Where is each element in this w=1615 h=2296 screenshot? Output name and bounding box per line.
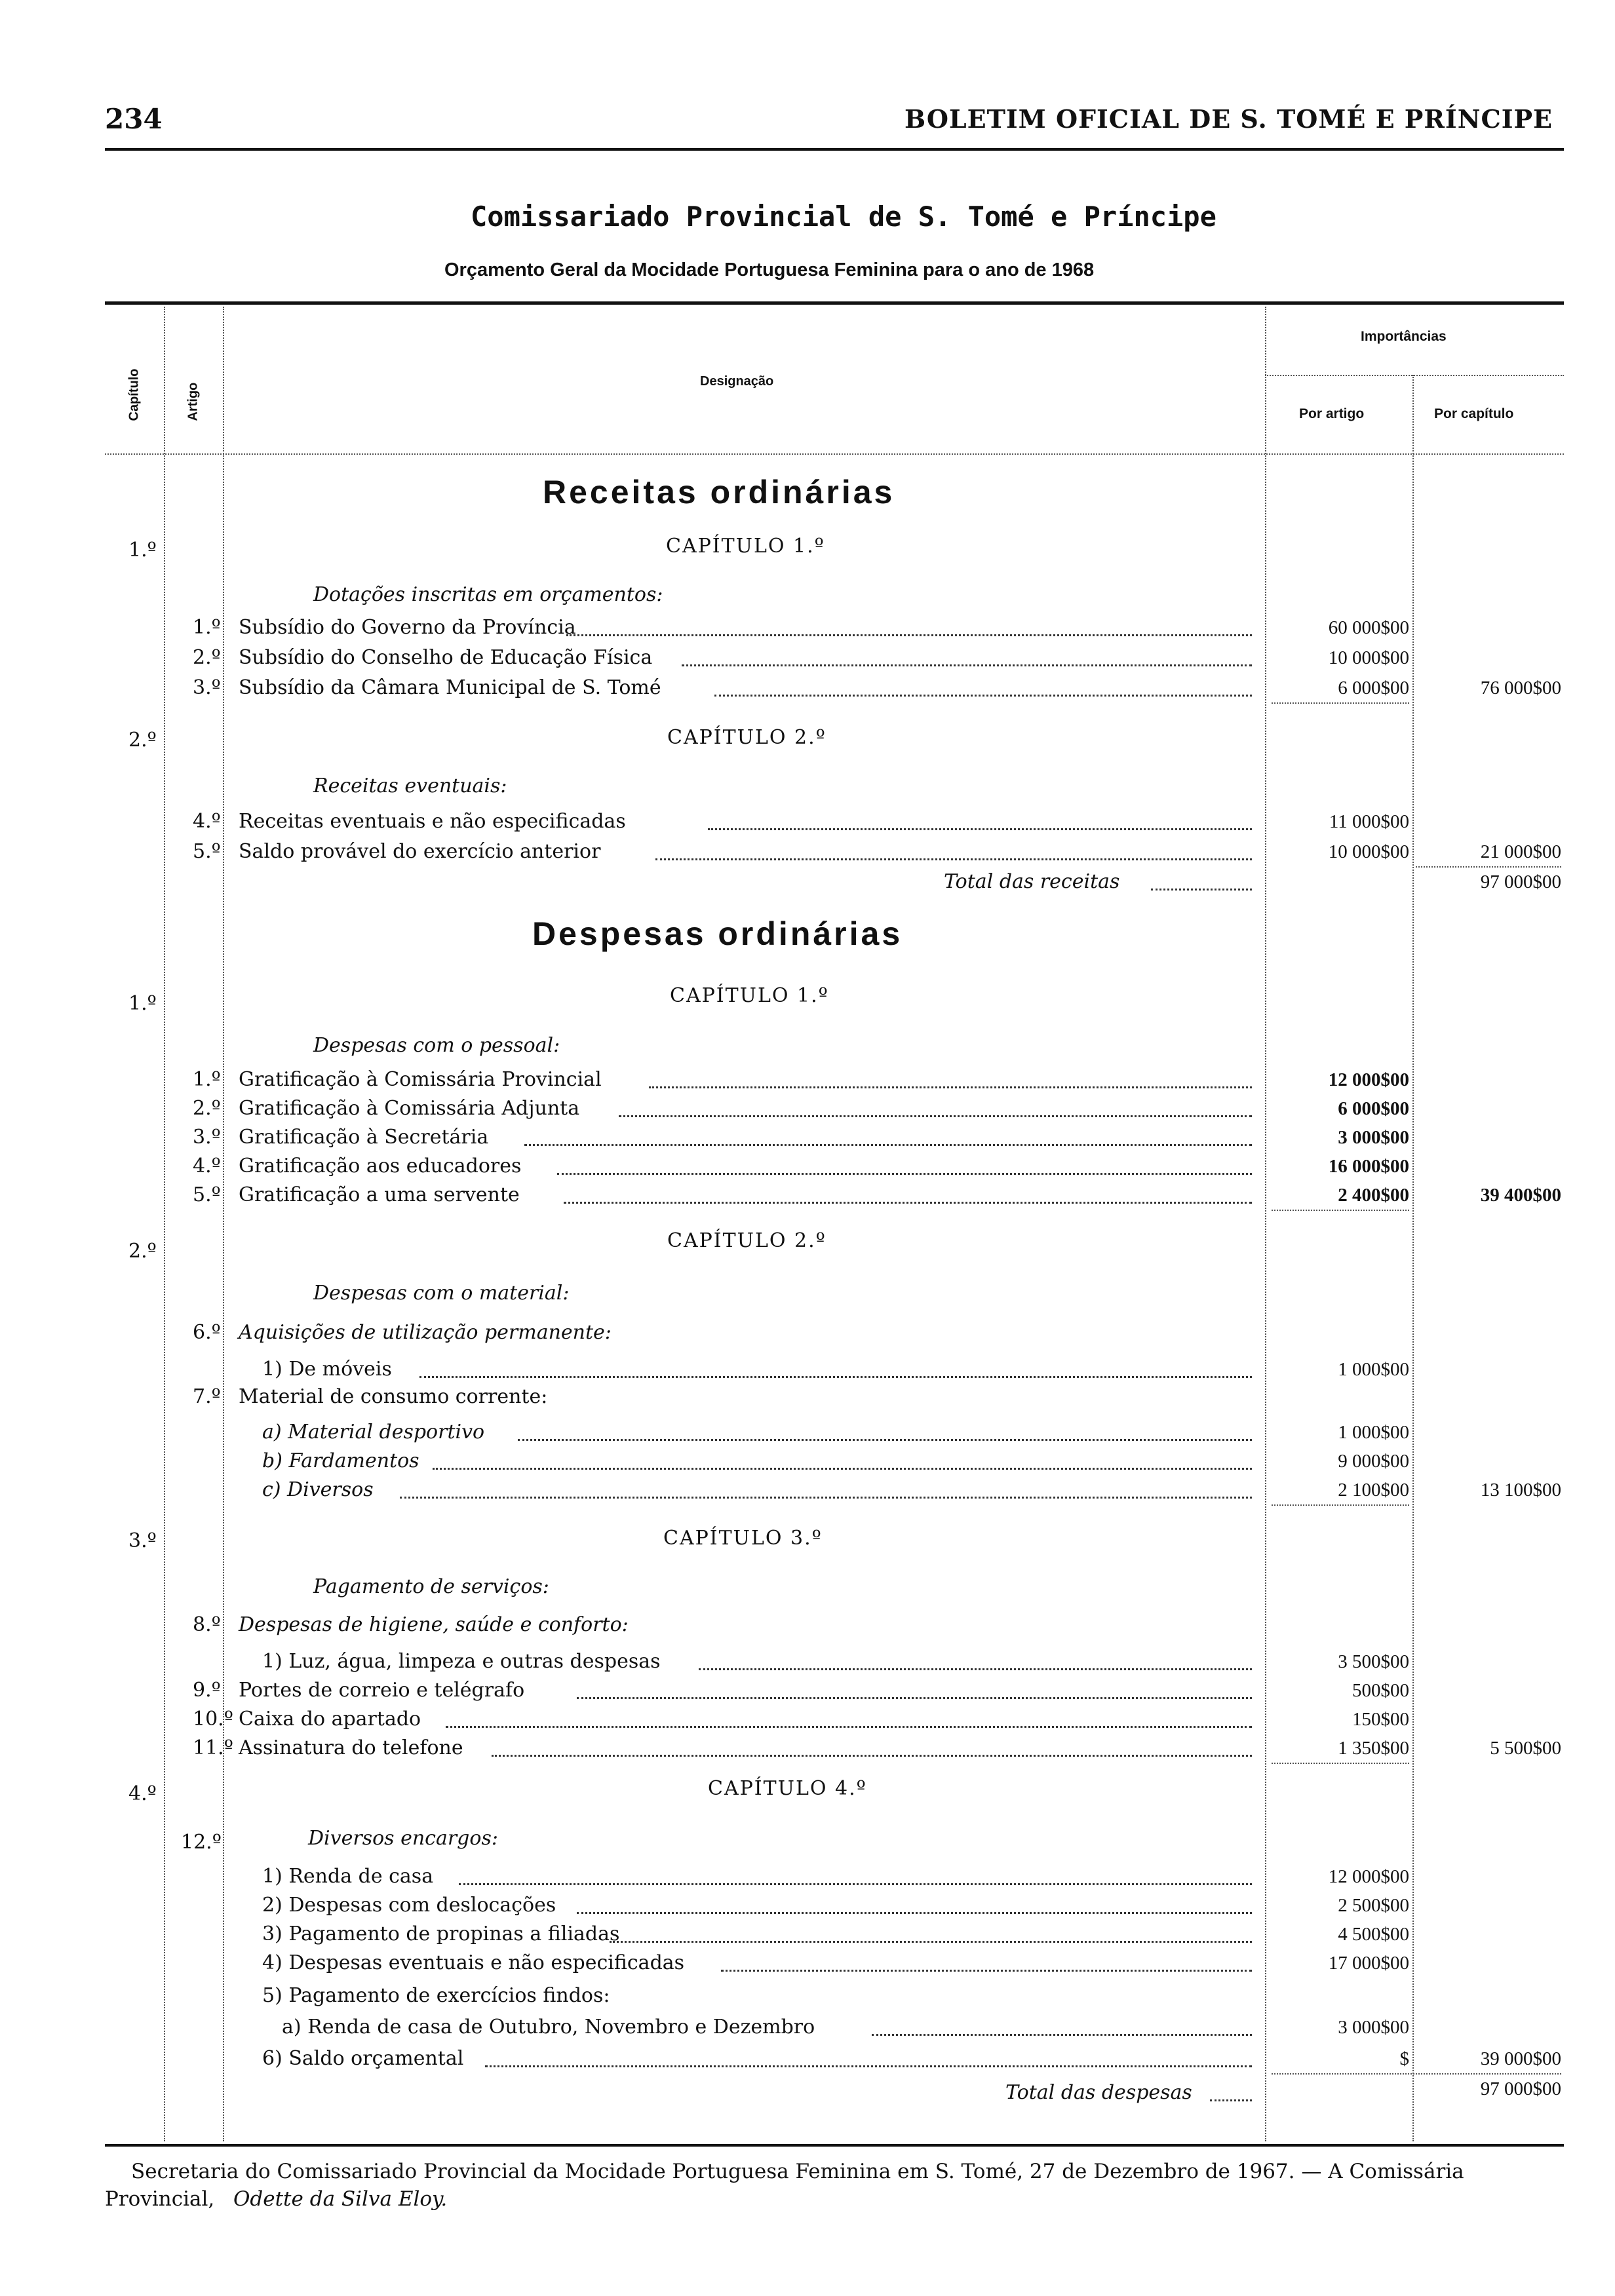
article-number: 2.º [193,646,221,669]
chapter-number: 4.º [128,1782,157,1805]
subtotal-rule [1272,1504,1409,1506]
article-number: 1.º [193,1068,221,1091]
chapter-total: 39 400$00 [1480,1185,1561,1206]
article-number: 6.º [193,1321,221,1344]
publication-title: BOLETIM OFICIAL DE S. TOMÉ E PRÍNCIPE [905,104,1553,134]
chapter-number: 2.º [128,1240,157,1263]
line-description: 6) Saldo orçamental [262,2047,464,2070]
line-description: Gratificação à Comissária Provincial [239,1068,602,1091]
col-divider-designacao [1265,307,1266,2141]
dot-leader [400,1497,1252,1499]
dot-leader [699,1668,1252,1670]
footer-prefix: Provincial, [105,2187,215,2211]
article-description: Material de consumo corrente: [239,1385,548,1408]
header-por-capitulo: Por capítulo [1434,406,1514,421]
line-value: 12 000$00 [1328,1866,1409,1887]
dot-leader [1210,2099,1252,2101]
dot-leader [721,1970,1252,1972]
dot-leader [649,1086,1252,1088]
line-description: Receitas eventuais e não especificadas [239,810,626,833]
article-number: 5.º [193,840,221,863]
chapter-number: 3.º [128,1529,157,1552]
line-description: Subsídio da Câmara Municipal de S. Tomé [239,676,661,699]
line-value: 150$00 [1352,1709,1409,1730]
section-title-receitas: Receitas ordinárias [543,474,895,510]
article-number: 10.º [193,1708,233,1731]
line-value: 9 000$00 [1338,1451,1409,1472]
article-number: 4.º [193,810,221,833]
total-receitas-value: 97 000$00 [1480,871,1561,892]
dot-leader [577,1697,1252,1699]
group-label: Diversos encargos: [308,1827,498,1850]
chapter-number: 1.º [128,992,157,1015]
total-despesas-value: 97 000$00 [1480,2078,1561,2099]
article-number: 11.º [193,1736,233,1759]
title-rule [105,301,1564,305]
document-title: Comissariado Provincial de S. Tomé e Príncipe [471,201,1216,233]
page-number: 234 [105,103,163,135]
dot-leader [610,1941,1252,1943]
line-description: 1) Renda de casa [262,1865,434,1888]
line-value: 500$00 [1352,1680,1409,1701]
article-number: 2.º [193,1097,221,1120]
article-number: 1.º [193,616,221,639]
group-label: Dotações inscritas em orçamentos: [313,583,663,606]
dot-leader [577,1912,1252,1914]
article-number: 8.º [193,1613,221,1636]
line-value: 2 500$00 [1338,1895,1409,1916]
chapter-total: 39 000$00 [1480,2048,1561,2069]
line-description: 1) Luz, água, limpeza e outras despesas [262,1650,661,1673]
line-value: 11 000$00 [1329,811,1409,832]
chapter-total: 76 000$00 [1480,678,1561,698]
article-description: Despesas de higiene, saúde e conforto: [239,1613,629,1636]
subtotal-rule [1272,1763,1409,1764]
line-description: Caixa do apartado [239,1708,421,1731]
line-description: 1) De móveis [262,1358,392,1381]
dot-leader [419,1376,1252,1378]
subtotal-rule [1272,2073,1561,2075]
dot-leader [446,1726,1252,1728]
line-description: Saldo provável do exercício anterior [239,840,601,863]
line-value: 1 000$00 [1338,1359,1409,1380]
chapter-label: CAPÍTULO 3.º [663,1527,823,1550]
line-description: a) Renda de casa de Outubro, Novembro e Dezembro [282,2016,815,2038]
subtotal-rule [1272,702,1409,704]
dot-leader [524,1144,1252,1146]
article-number: 5.º [193,1183,221,1206]
line-description: 3) Pagamento de propinas a filiadas [262,1923,620,1945]
dot-leader [557,1173,1252,1175]
line-value: 10 000$00 [1328,841,1409,862]
dot-leader [433,1468,1252,1470]
dot-leader [619,1115,1252,1117]
total-despesas-label: Total das despesas [1005,2081,1192,2104]
chapter-number: 2.º [128,729,157,752]
dot-leader [1151,889,1252,890]
line-value: 1 350$00 [1338,1738,1409,1759]
dot-leader [518,1439,1252,1441]
dot-leader [655,858,1252,860]
header-designacao: Designação [700,374,774,389]
line-value: 10 000$00 [1328,647,1409,668]
dot-leader [564,1202,1252,1204]
group-label: Despesas com o pessoal: [313,1034,560,1057]
col-divider-artigo [223,307,224,2141]
subtotal-rule [1416,866,1561,868]
article-number: 3.º [193,1126,221,1149]
dot-leader [485,2065,1252,2067]
line-value: 3 000$00 [1338,1127,1409,1148]
total-receitas-label: Total das receitas [944,870,1120,893]
line-value: $ [1399,2048,1409,2069]
line-description: Gratificação aos educadores [239,1155,522,1177]
col-divider-capitulo [164,307,165,2141]
group-label: Pagamento de serviços: [313,1575,549,1598]
line-description: b) Fardamentos [262,1449,419,1472]
line-description: Gratificação a uma servente [239,1183,520,1206]
dot-leader [682,664,1252,666]
line-description: Gratificação à Comissária Adjunta [239,1097,580,1120]
chapter-label: CAPÍTULO 4.º [708,1777,867,1800]
line-value: 3 500$00 [1338,1651,1409,1672]
chapter-label: CAPÍTULO 2.º [667,726,827,749]
footer-signature: Odette da Silva Eloy. [233,2187,448,2211]
subtotal-rule [1272,1210,1409,1211]
article-description: Aquisições de utilização permanente: [239,1321,612,1344]
line-value: 2 100$00 [1338,1480,1409,1501]
header-por-artigo: Por artigo [1299,406,1365,421]
article-number: 12.º [181,1831,222,1854]
line-description: c) Diversos [262,1478,374,1501]
dot-leader [714,695,1252,697]
chapter-total: 5 500$00 [1490,1738,1561,1759]
line-value: 17 000$00 [1328,1953,1409,1974]
article-number: 9.º [193,1679,221,1702]
line-value: 16 000$00 [1328,1156,1409,1177]
line-description: Assinatura do telefone [239,1736,463,1759]
article-number: 4.º [193,1155,221,1177]
line-description: a) Material desportivo [262,1421,485,1444]
line-description: Subsídio do Governo da Província [239,616,576,639]
chapter-label: CAPÍTULO 1.º [666,535,825,558]
dot-leader [566,634,1252,636]
line-description: 4) Despesas eventuais e não especificadas [262,1951,685,1974]
footer-text: Secretaria do Comissariado Provincial da Mocidade Portuguesa Feminina em S. Tomé, 27 de Dezembro de 1967. — A Comissária [131,2160,1464,2183]
line-description: Subsídio do Conselho de Educação Física [239,646,653,669]
header-rule [105,148,1564,151]
line-description: 5) Pagamento de exercícios findos: [262,1984,610,2007]
chapter-total: 21 000$00 [1480,841,1561,862]
header-importancias: Importâncias [1361,329,1447,344]
document-subtitle: Orçamento Geral da Mocidade Portuguesa Feminina para o ano de 1968 [444,259,1095,280]
line-description: Portes de correio e telégrafo [239,1679,525,1702]
line-value: 1 000$00 [1338,1422,1409,1443]
line-value: 3 000$00 [1338,2017,1409,2038]
line-value: 2 400$00 [1338,1185,1409,1206]
line-value: 6 000$00 [1338,678,1409,698]
line-description: Gratificação à Secretária [239,1126,489,1149]
line-value: 6 000$00 [1338,1098,1409,1119]
dot-leader [708,828,1252,830]
footer-rule [105,2144,1564,2147]
table-header-rule [105,453,1564,455]
chapter-number: 1.º [128,539,157,562]
line-value: 12 000$00 [1328,1069,1409,1090]
line-value: 4 500$00 [1338,1924,1409,1945]
dot-leader [872,2034,1252,2036]
col-divider-por-artigo [1412,375,1414,2141]
section-title-despesas: Despesas ordinárias [532,915,903,952]
header-artigo: Artigo [185,382,201,421]
group-label: Despesas com o material: [313,1282,570,1305]
line-value: 60 000$00 [1328,617,1409,638]
article-number: 3.º [193,676,221,699]
article-number: 7.º [193,1385,221,1408]
chapter-label: CAPÍTULO 1.º [670,984,829,1007]
dot-leader [459,1883,1252,1885]
chapter-label: CAPÍTULO 2.º [667,1229,827,1252]
group-label: Receitas eventuais: [313,775,507,797]
header-capitulo: Capítulo [126,368,142,421]
line-description: 2) Despesas com deslocações [262,1894,556,1917]
chapter-total: 13 100$00 [1480,1480,1561,1501]
importancias-rule [1265,375,1564,376]
dot-leader [492,1755,1252,1757]
